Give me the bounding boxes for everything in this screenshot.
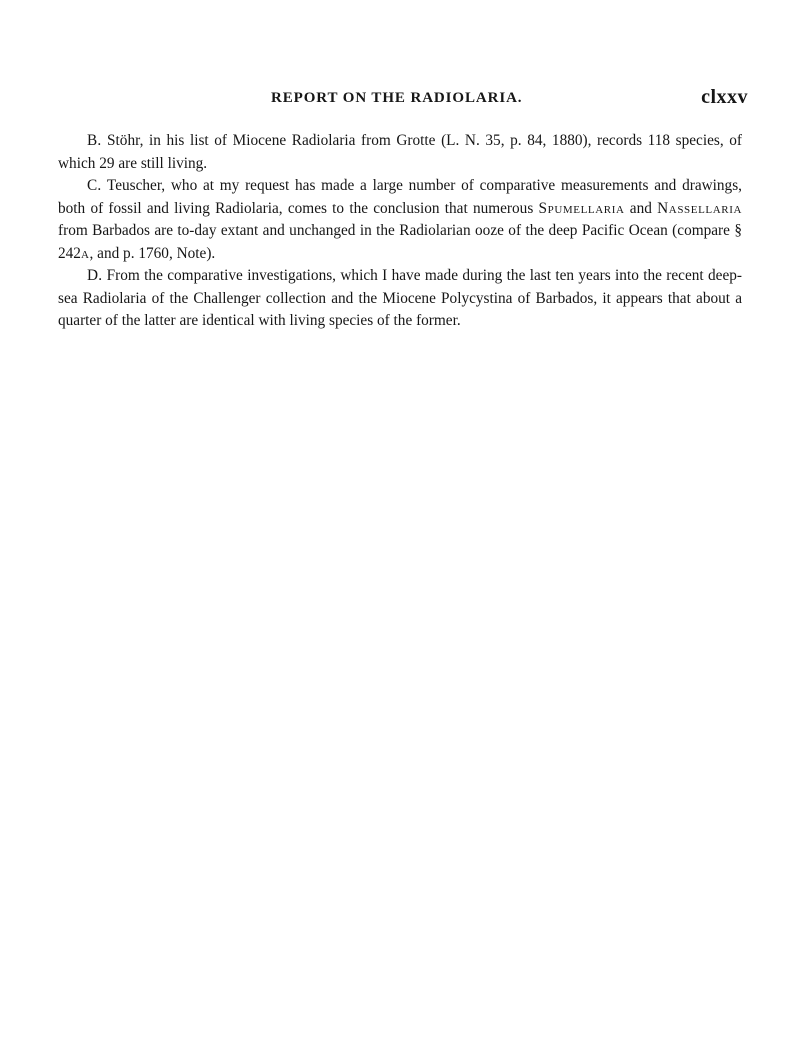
paragraph-text: from Barbados are to-day extant and unchanged in the Radiolarian ooze of the deep Pacific Ocean (compare § 242 — [58, 222, 742, 262]
section-ref-suffix: a — [80, 244, 90, 262]
running-title: REPORT ON THE RADIOLARIA. — [271, 90, 523, 106]
taxon-term: Nassellaria — [657, 199, 742, 217]
paragraph-label: B. — [87, 132, 102, 149]
paragraph-text: and — [629, 199, 652, 217]
paragraph-text: Teuscher, who at my request has made a large number of comparative measurements and drawings, both of fossil and living Radiolaria, comes to the conclusion that numerous — [58, 177, 742, 217]
paragraph-label: C. — [87, 177, 102, 194]
taxon-term: Spumellaria — [538, 199, 625, 217]
paragraph-text: Stöhr, in his list of Miocene Radiolaria from Grotte (L. N. 35, p. 84, 1880), records 118 species, of which 29 are still living. — [58, 132, 742, 172]
paragraph-text: , and p. 1760, Note). — [89, 244, 216, 262]
body-text — [58, 130, 742, 333]
paragraph-text: From the comparative investigations, which I have made during the last ten years into the recent deep-sea Radiolaria of the Challenger collection and the Miocene Polycystina of Barbados, it appears that about a quarter of the latter are identical with living species of the former. — [58, 267, 742, 329]
paragraph-d — [58, 265, 742, 333]
paragraph-label: D. — [87, 267, 103, 284]
paragraph-b — [58, 130, 742, 175]
paragraph-c — [58, 175, 742, 265]
page-number: clxxv — [701, 86, 748, 108]
